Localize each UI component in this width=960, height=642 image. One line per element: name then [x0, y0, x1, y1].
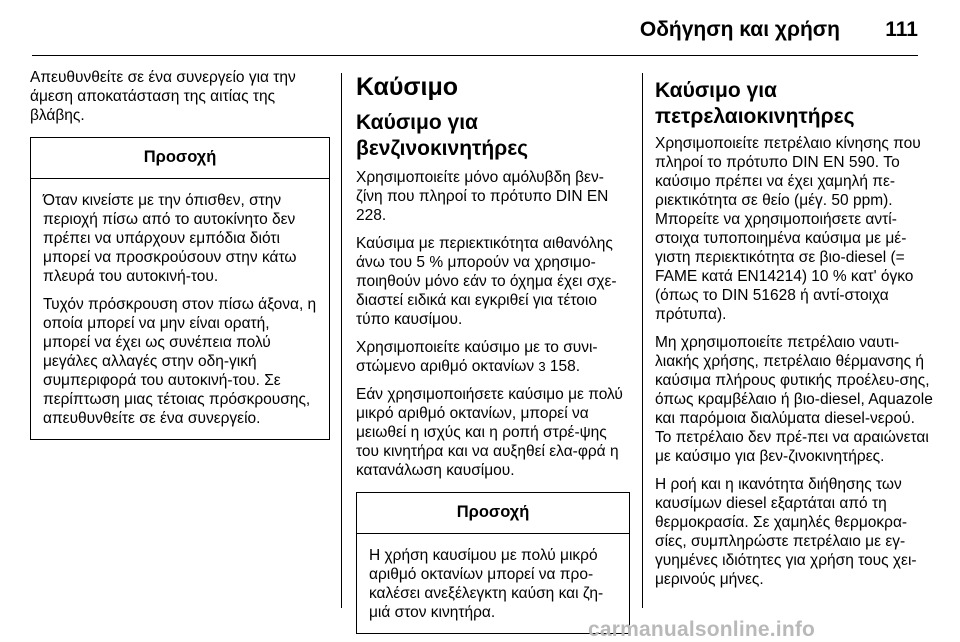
warning-paragraph: Τυχόν πρόσκρουση στον πίσω άξονα, η οποία μπορεί να μην είναι ορατή, μπορεί να έχει ως συνέπεια πολύ μεγάλες αλλαγές στην οδη-γική συμπεριφορά του αυτοκινή-του. Σε περίπτωση μιας τέτοιας πρόσκρουσης, απευθυνθείτε σε ένα συνεργείο. [43, 296, 317, 427]
column-divider-1 [341, 73, 342, 608]
warning-title: Προσοχή [31, 138, 329, 179]
paragraph: Καύσιμα με περιεκτικότητα αιθανόλης άνω του 5 % μπορούν να χρησιμο-ποιηθούν μόνο εάν το όχημα έχει σχε-διαστεί ειδικά και εγκριθεί για τέτοιο τύπο καυσίμου. [356, 235, 617, 328]
paragraph: Μη χρησιμοποιείτε πετρέλαιο ναυτι-λιακής χρήσης, πετρέλαιο θέρμανσης ή καύσιμα πλήρους φυτικής προέλευ-σης, όπως κραμβέλαιο ή βιο-diesel, Aquazole και παρόμοια διαλύματα diesel-νερού. Το πετρέλαιο δεν πρέ-πει να αραιώνεται με καύσιμο για βεν-ζινοκινητήρες. [655, 334, 933, 465]
column-divider-2 [642, 73, 643, 608]
section-title: Καύσιμο [356, 73, 459, 101]
column-1 [30, 68, 330, 440]
paragraph-text: Χρησιμοποιείτε καύσιμο με το συνι-στώμενο αριθμό οκτανίων [356, 339, 598, 375]
warning-paragraph: Όταν κινείστε με την όπισθεν, στην περιοχή πίσω από το αυτοκίνητο δεν πρέπει να υπάρχουν εμπόδια διότι μπορεί να προσκρούσουν στην κάτω πλευρά του αυτοκινή-του. [43, 192, 297, 285]
column-3 [655, 68, 935, 598]
page-header [0, 0, 960, 56]
warning-box [30, 137, 330, 440]
warning-paragraph: Η χρήση καυσίμου με πολύ μικρό αριθμό οκτανίων μπορεί να προ-καλέσει ανεξέλεγκτη καύση και ζη-μιά στον κινητήρα. [369, 547, 604, 621]
paragraph: Χρησιμοποιείτε μόνο αμόλυβδη βεν-ζίνη που πληροί το πρότυπο DIN EN 228. [356, 169, 609, 224]
page-reference-arrow-icon: 3 [538, 359, 546, 374]
paragraph: Χρησιμοποιείτε πετρέλαιο κίνησης που πληροί το πρότυπο DIN EN 590. Το καύσιμο πρέπει να έχει χαμηλή πε-ριεκτικότητα σε θείο (μέγ. 50 ppm). Μπορείτε να χρησιμοποιήσετε αντί-στοιχα τυποποιημένα καύσιμα με μέ-γιστη περιεκτικότητα σε βιο-diesel (= FAME κατά EN14214) 10 % κατ' όγκο (όπως το DIN 51628 ή αντί-στοιχα πρότυπα). [655, 135, 921, 323]
intro-paragraph: Απευθυνθείτε σε ένα συνεργείο για την άμεση αποκατάσταση της αιτίας της βλάβης. [30, 69, 296, 124]
warning-title: Προσοχή [357, 493, 629, 534]
page-reference[interactable]: 158. [545, 358, 581, 375]
watermark: carmanualsonline.info [588, 618, 816, 641]
paragraph: Η ροή και η ικανότητα διήθησης των καυσίμων diesel εξαρτάται από τη θερμοκρασία. Σε χαμηλές θερμοκρα-σίες, συμπληρώστε πετρέλαιο με εγ-γυημένες ιδιότητες για χρήση τους χει-μερινούς μήνες. [655, 476, 917, 588]
subsection-title: Καύσιμο για βενζινοκινητήρες [356, 111, 529, 160]
paragraph [356, 338, 630, 376]
running-title: Οδήγηση και χρήση [639, 18, 840, 41]
warning-box [356, 492, 630, 634]
column-2 [356, 68, 630, 634]
paragraph: Εάν χρησιμοποιήσετε καύσιμο με πολύ μικρό αριθμό οκτανίων, μπορεί να μειωθεί η ισχύς και η ροπή στρέ-ψης του κινητήρα και να αυξηθεί ελα-φρά η κατανάλωση καυσίμου. [356, 386, 623, 479]
subsection-title: Καύσιμο για πετρελαιοκινητήρες [655, 79, 855, 128]
warning-body [31, 179, 329, 439]
header-divider [32, 55, 918, 56]
page-number: 111 [885, 18, 918, 41]
